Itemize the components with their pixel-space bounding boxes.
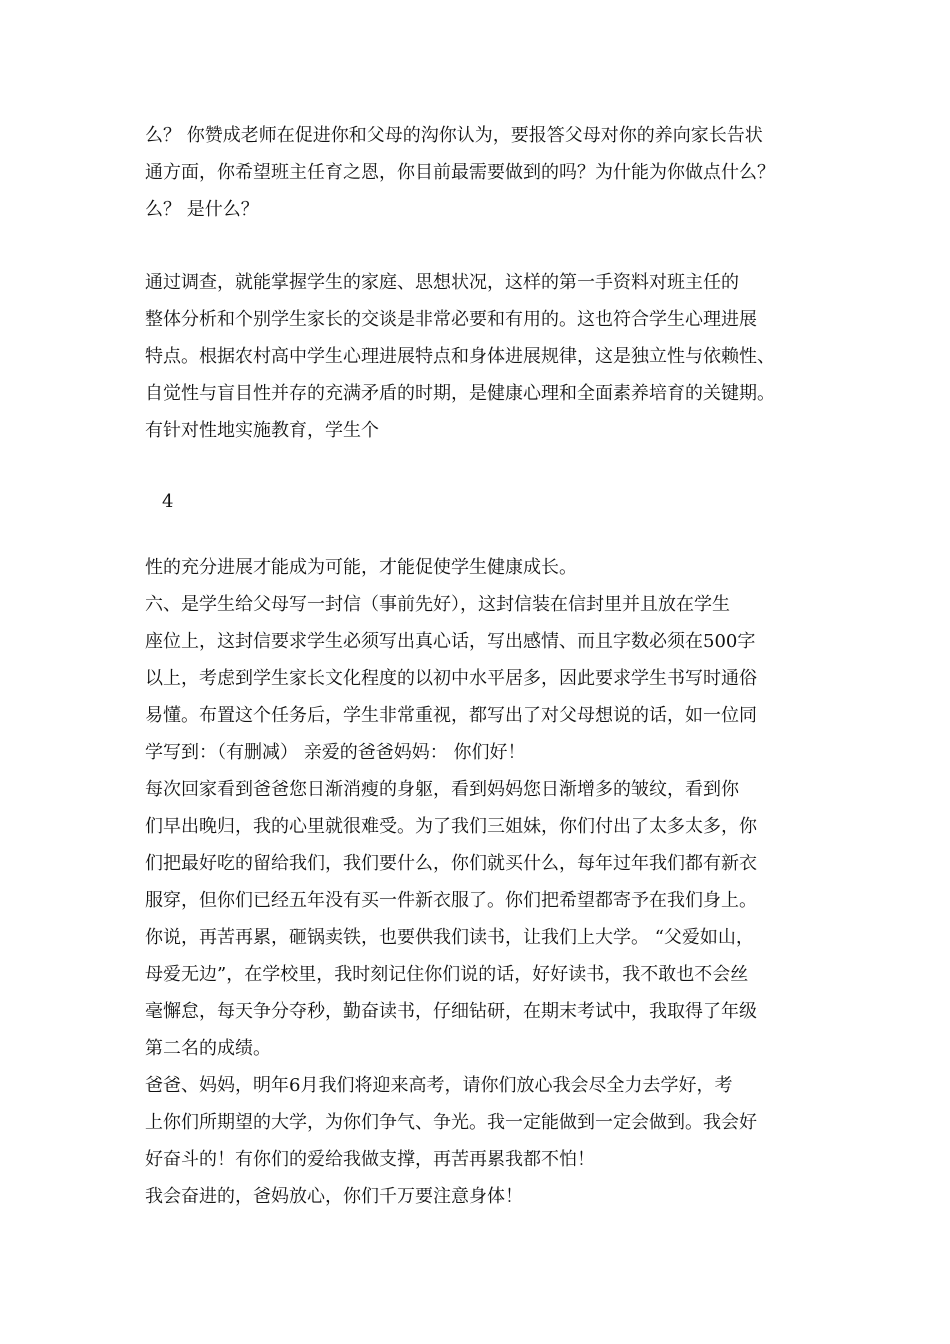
text-line-19: 你说，再苦再累，砸锅卖铁，也要供我们读书，让我们上大学。 “父爱如山， xyxy=(145,927,754,948)
text-line-3: 么？ 是什么？ xyxy=(145,199,259,220)
text-line-4: 通过调查，就能掌握学生的家庭、思想状况，这样的第一手资料对班主任的 xyxy=(145,272,739,293)
text-line-5: 整体分析和个别学生家长的交谈是非常必要和有用的。这也符合学生心理进展 xyxy=(145,309,757,330)
text-line-12: 以上，考虑到学生家长文化程度的以初中水平居多，因此要求学生书写时通俗 xyxy=(145,668,757,689)
text-line-7: 自觉性与盲目性并存的充满矛盾的时期，是健康心理和全面素养培育的关键期。 xyxy=(145,383,775,404)
text-line-24: 上你们所期望的大学，为你们争气、争光。我一定能做到一定会做到。我会好 xyxy=(145,1112,757,1133)
text-line-6: 特点。根据农村高中学生心理进展特点和身体进展规律，这是独立性与依赖性、 xyxy=(145,346,775,367)
text-line-17: 们把最好吃的留给我们，我们要什么，你们就买什么，每年过年我们都有新衣 xyxy=(145,853,757,874)
text-line-16: 们早出晚归，我的心里就很难受。为了我们三姐妹，你们付出了太多太多，你 xyxy=(145,816,757,837)
text-line-20: 母爱无边”，在学校里，我时刻记住你们说的话，好好读书，我不敢也不会丝 xyxy=(145,964,749,985)
text-line-22: 第二名的成绩。 xyxy=(145,1038,271,1059)
page-number: 4 xyxy=(162,491,174,512)
text-line-18: 服穿，但你们已经五年没有买一件新衣服了。你们把希望都寄予在我们身上。 xyxy=(145,890,757,911)
text-line-11: 座位上，这封信要求学生必须写出真心话，写出感情、而且字数必须在500字 xyxy=(145,631,756,652)
text-line-1: 么？ 你赞成老师在促进你和父母的沟你认为，要报答父母对你的养向家长告状 xyxy=(145,125,763,146)
text-line-9: 性的充分进展才能成为可能，才能促使学生健康成长。 xyxy=(145,557,577,578)
text-line-23: 爸爸、妈妈，明年6月我们将迎来高考，请你们放心我会尽全力去学好，考 xyxy=(145,1075,733,1096)
text-line-26: 我会奋进的，爸妈放心，你们千万要注意身体！ xyxy=(145,1186,523,1207)
text-line-10: 六、是学生给父母写一封信（事前先好），这封信装在信封里并且放在学生 xyxy=(145,594,730,615)
text-line-2: 通方面，你希望班主任育之恩，你目前最需要做到的吗？为什能为你做点什么？ xyxy=(145,162,775,183)
text-line-13: 易懂。布置这个任务后，学生非常重视，都写出了对父母想说的话，如一位同 xyxy=(145,705,757,726)
text-line-25: 好奋斗的！有你们的爱给我做支撑，再苦再累我都不怕！ xyxy=(145,1149,595,1170)
text-line-15: 每次回家看到爸爸您日渐消瘦的身躯，看到妈妈您日渐增多的皱纹，看到你 xyxy=(145,779,739,800)
text-line-21: 毫懈怠，每天争分夺秒，勤奋读书，仔细钻研，在期末考试中，我取得了年级 xyxy=(145,1001,757,1022)
text-line-8: 有针对性地实施教育，学生个 xyxy=(145,420,379,441)
text-line-14: 学写到：（有删减） 亲爱的爸爸妈妈： 你们好！ xyxy=(145,742,526,763)
